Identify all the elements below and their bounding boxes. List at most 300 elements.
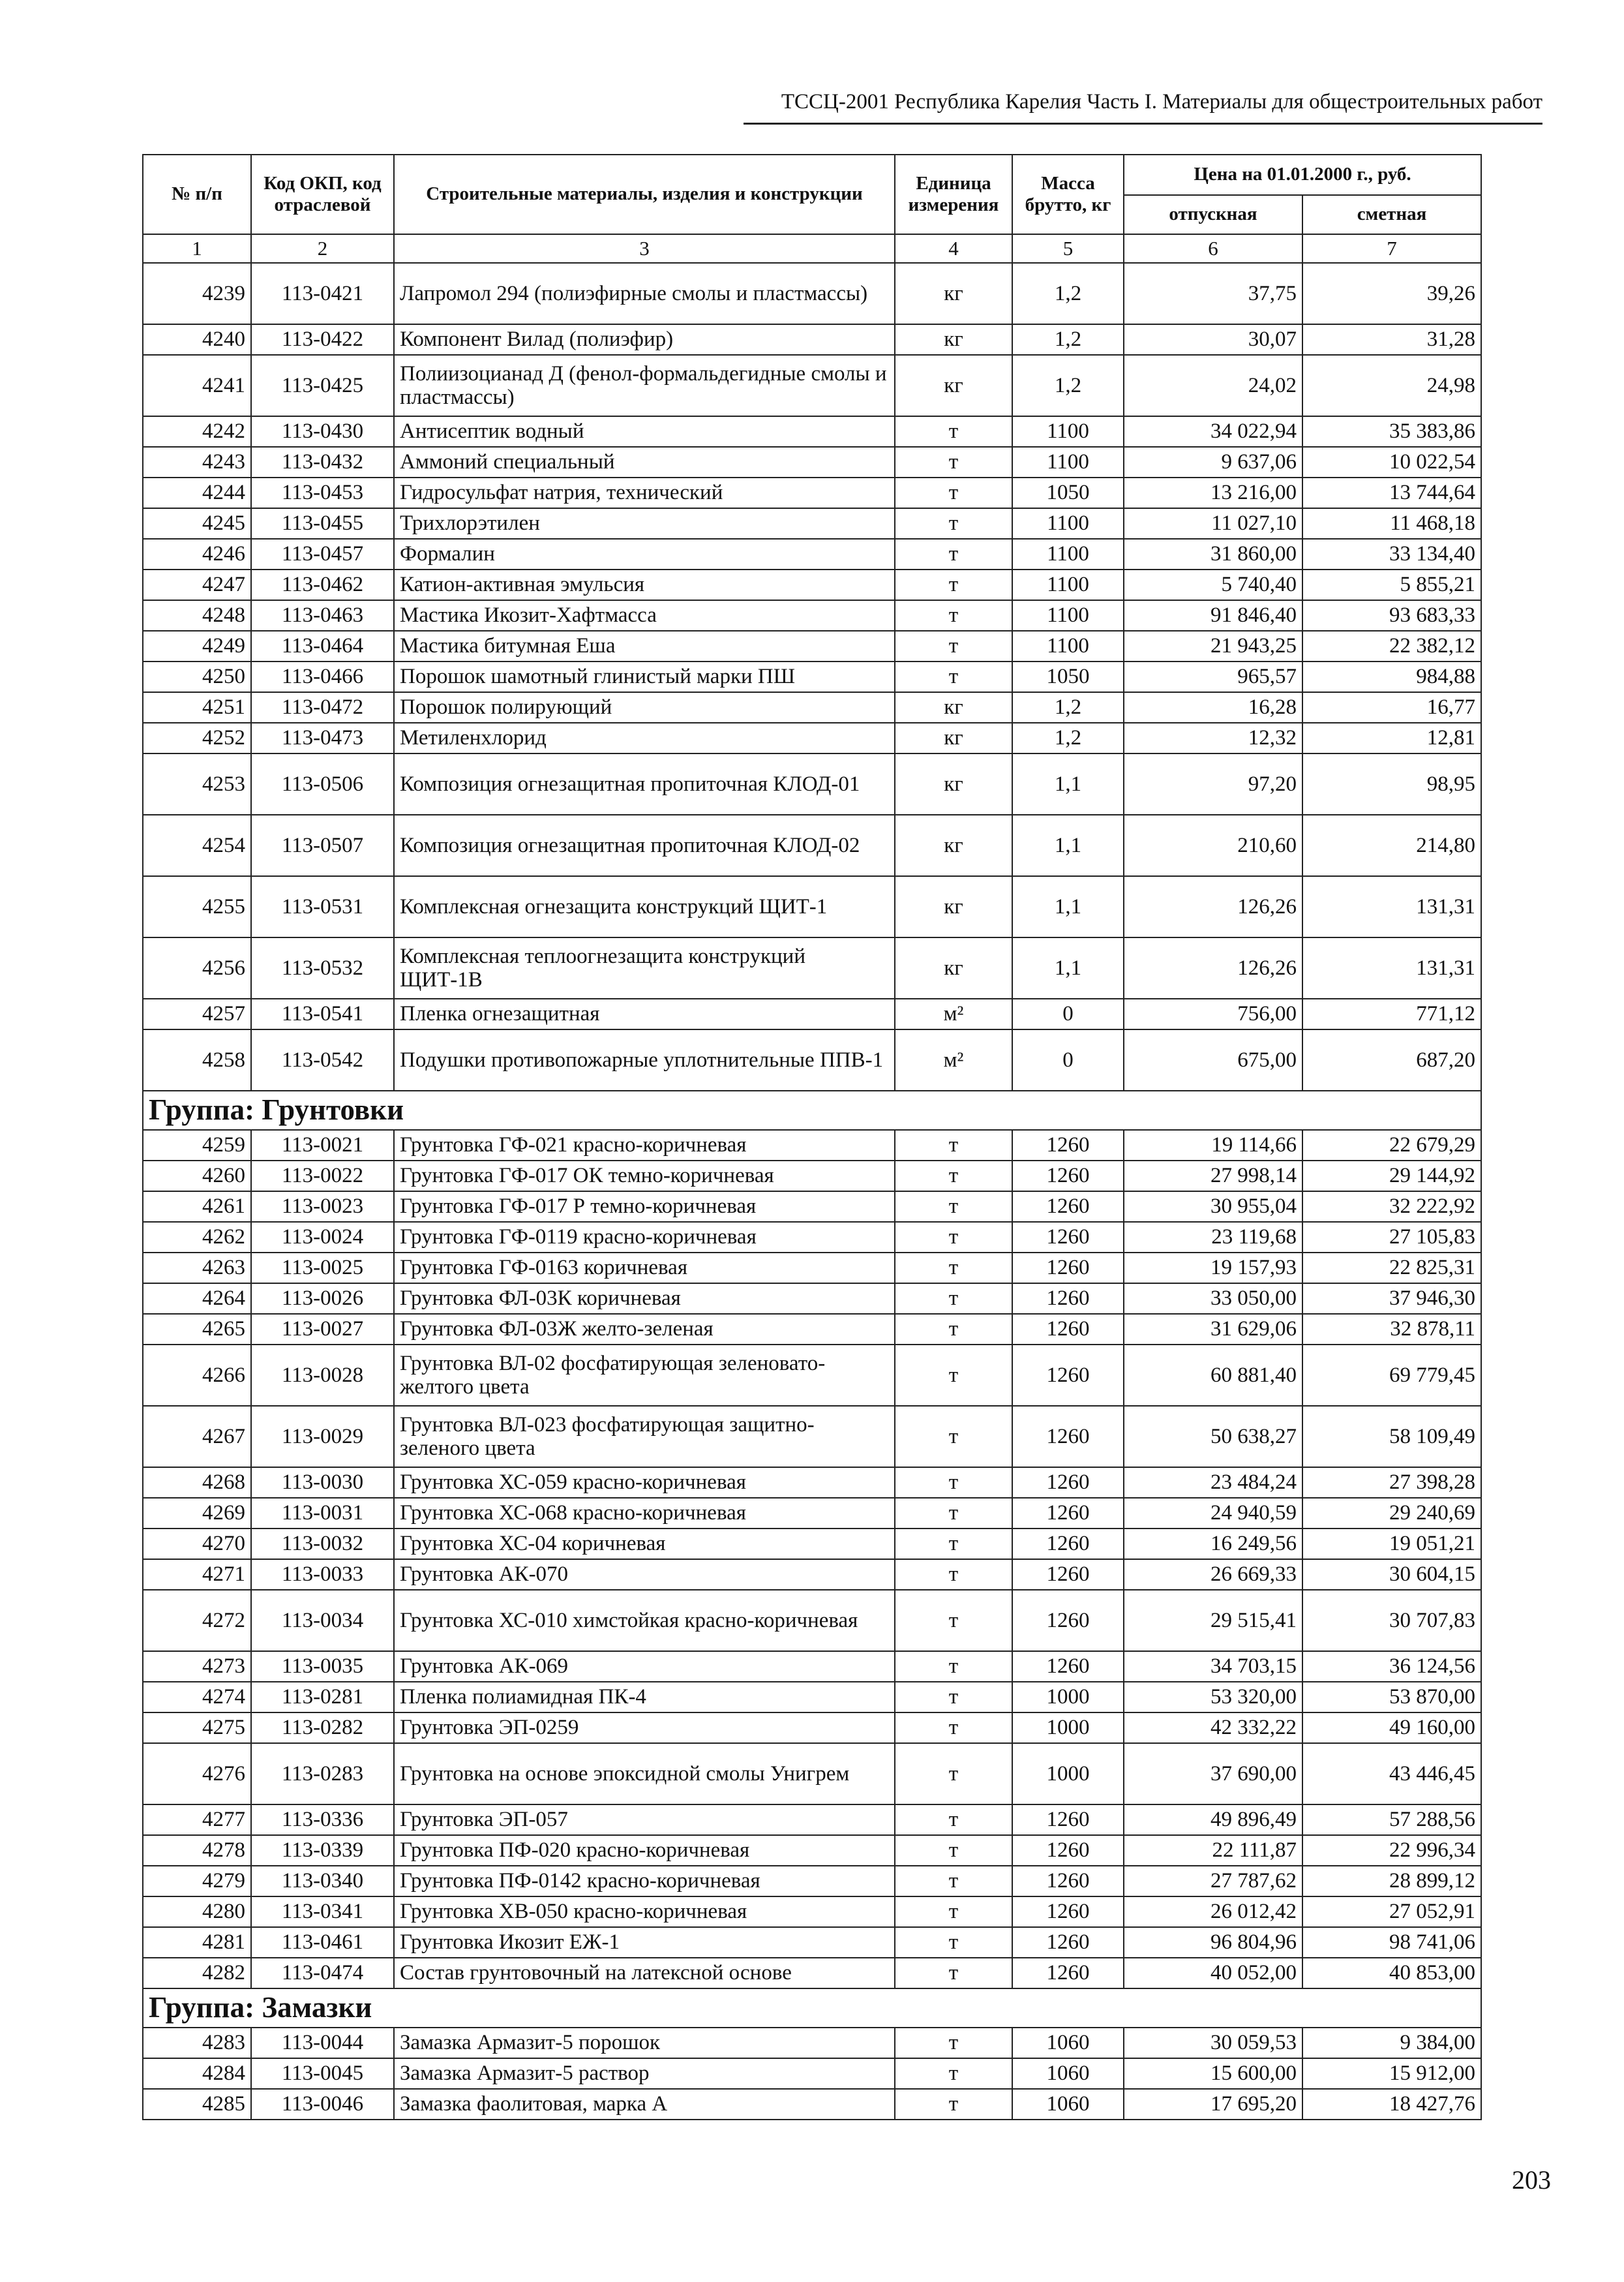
row-price-release: 26 012,42 <box>1124 1896 1302 1927</box>
row-material-name: Грунтовка АК-070 <box>394 1559 895 1590</box>
table-row <box>143 1682 1481 1712</box>
row-number: 4245 <box>143 508 251 539</box>
row-unit: т <box>895 1590 1012 1651</box>
table-row <box>143 1161 1481 1191</box>
table-row <box>143 1283 1481 1314</box>
table-row <box>143 263 1481 324</box>
row-material-name: Грунтовка Икозит ЕЖ-1 <box>394 1927 895 1958</box>
row-unit: кг <box>895 753 1012 815</box>
row-price-estimate: 771,12 <box>1302 999 1481 1029</box>
row-price-estimate: 27 398,28 <box>1302 1467 1481 1498</box>
row-number: 4285 <box>143 2089 251 2120</box>
table-row <box>143 1406 1481 1467</box>
row-price-release: 210,60 <box>1124 815 1302 876</box>
row-price-estimate: 57 288,56 <box>1302 1804 1481 1835</box>
row-price-release: 756,00 <box>1124 999 1302 1029</box>
row-number: 4264 <box>143 1283 251 1314</box>
row-price-release: 9 637,06 <box>1124 447 1302 478</box>
row-number: 4261 <box>143 1191 251 1222</box>
row-price-estimate: 27 052,91 <box>1302 1896 1481 1927</box>
row-number: 4249 <box>143 631 251 662</box>
row-number: 4282 <box>143 1958 251 1988</box>
row-code: 113-0282 <box>251 1712 394 1743</box>
row-unit: кг <box>895 263 1012 324</box>
row-material-name: Грунтовка ЭП-0259 <box>394 1712 895 1743</box>
row-number: 4275 <box>143 1712 251 1743</box>
row-code: 113-0506 <box>251 753 394 815</box>
row-unit: т <box>895 1130 1012 1161</box>
row-number: 4260 <box>143 1161 251 1191</box>
row-price-estimate: 131,31 <box>1302 937 1481 999</box>
row-code: 113-0028 <box>251 1345 394 1406</box>
row-code: 113-0472 <box>251 692 394 723</box>
row-number: 4263 <box>143 1253 251 1283</box>
row-price-release: 37 690,00 <box>1124 1743 1302 1804</box>
table-row <box>143 1467 1481 1498</box>
table-row <box>143 1130 1481 1161</box>
row-material-name: Грунтовка ФЛ-03К коричневая <box>394 1283 895 1314</box>
row-number: 4283 <box>143 2028 251 2058</box>
row-unit: т <box>895 478 1012 508</box>
row-material-name: Грунтовка ВЛ-023 фосфатирующая защитно-зеленого цвета <box>394 1406 895 1467</box>
row-unit: кг <box>895 324 1012 355</box>
row-unit: кг <box>895 937 1012 999</box>
row-material-name: Грунтовка на основе эпоксидной смолы Унигрем <box>394 1743 895 1804</box>
row-material-name: Подушки противопожарные уплотнительные ППВ-1 <box>394 1029 895 1091</box>
table-row <box>143 723 1481 753</box>
row-price-release: 11 027,10 <box>1124 508 1302 539</box>
row-price-release: 29 515,41 <box>1124 1590 1302 1651</box>
row-mass: 1100 <box>1012 539 1124 570</box>
row-material-name: Гидросульфат натрия, технический <box>394 478 895 508</box>
row-price-estimate: 12,81 <box>1302 723 1481 753</box>
row-price-release: 37,75 <box>1124 263 1302 324</box>
row-mass: 1260 <box>1012 1191 1124 1222</box>
row-number: 4262 <box>143 1222 251 1253</box>
row-unit: т <box>895 1498 1012 1529</box>
row-mass: 1260 <box>1012 1467 1124 1498</box>
row-code: 113-0032 <box>251 1529 394 1559</box>
row-number: 4253 <box>143 753 251 815</box>
row-price-release: 31 629,06 <box>1124 1314 1302 1345</box>
row-code: 113-0464 <box>251 631 394 662</box>
column-number: 7 <box>1302 234 1481 263</box>
row-number: 4265 <box>143 1314 251 1345</box>
row-material-name: Грунтовка ПФ-020 красно-коричневая <box>394 1835 895 1866</box>
table-row <box>143 692 1481 723</box>
table-row <box>143 1835 1481 1866</box>
row-unit: т <box>895 1559 1012 1590</box>
row-code: 113-0341 <box>251 1896 394 1927</box>
row-mass: 1260 <box>1012 1927 1124 1958</box>
row-code: 113-0033 <box>251 1559 394 1590</box>
row-price-release: 34 703,15 <box>1124 1651 1302 1682</box>
row-number: 4254 <box>143 815 251 876</box>
table-row <box>143 355 1481 416</box>
row-price-estimate: 22 382,12 <box>1302 631 1481 662</box>
row-unit: кг <box>895 876 1012 937</box>
row-number: 4279 <box>143 1866 251 1896</box>
row-price-estimate: 32 222,92 <box>1302 1191 1481 1222</box>
row-number: 4250 <box>143 662 251 692</box>
row-mass: 1260 <box>1012 1130 1124 1161</box>
row-price-estimate: 40 853,00 <box>1302 1958 1481 1988</box>
row-code: 113-0541 <box>251 999 394 1029</box>
row-code: 113-0283 <box>251 1743 394 1804</box>
row-mass: 1260 <box>1012 1529 1124 1559</box>
row-mass: 1,2 <box>1012 355 1124 416</box>
row-price-release: 27 787,62 <box>1124 1866 1302 1896</box>
column-number: 3 <box>394 234 895 263</box>
row-price-release: 5 740,40 <box>1124 570 1302 600</box>
row-number: 4244 <box>143 478 251 508</box>
row-mass: 1260 <box>1012 1651 1124 1682</box>
header-code: Код ОКП, код отраслевой <box>251 155 394 234</box>
row-price-release: 96 804,96 <box>1124 1927 1302 1958</box>
row-code: 113-0532 <box>251 937 394 999</box>
row-unit: т <box>895 1283 1012 1314</box>
row-price-release: 91 846,40 <box>1124 600 1302 631</box>
column-number: 4 <box>895 234 1012 263</box>
table-row <box>143 1743 1481 1804</box>
table-row <box>143 1651 1481 1682</box>
row-price-estimate: 53 870,00 <box>1302 1682 1481 1712</box>
row-number: 4272 <box>143 1590 251 1651</box>
row-code: 113-0463 <box>251 600 394 631</box>
row-material-name: Замазка Армазит-5 раствор <box>394 2058 895 2089</box>
row-unit: т <box>895 662 1012 692</box>
row-code: 113-0473 <box>251 723 394 753</box>
row-price-release: 40 052,00 <box>1124 1958 1302 1988</box>
row-price-estimate: 24,98 <box>1302 355 1481 416</box>
row-price-release: 30,07 <box>1124 324 1302 355</box>
row-material-name: Порошок полирующий <box>394 692 895 723</box>
table-row <box>143 1314 1481 1345</box>
column-number: 2 <box>251 234 394 263</box>
table-row <box>143 539 1481 570</box>
row-number: 4284 <box>143 2058 251 2089</box>
row-mass: 1,2 <box>1012 263 1124 324</box>
table-row <box>143 478 1481 508</box>
row-unit: т <box>895 1161 1012 1191</box>
row-price-release: 30 059,53 <box>1124 2028 1302 2058</box>
table-row <box>143 447 1481 478</box>
header-price-release: отпускная <box>1124 195 1302 234</box>
row-mass: 1100 <box>1012 570 1124 600</box>
row-unit: т <box>895 1804 1012 1835</box>
row-price-release: 965,57 <box>1124 662 1302 692</box>
row-mass: 1000 <box>1012 1743 1124 1804</box>
row-code: 113-0339 <box>251 1835 394 1866</box>
table-row <box>143 1712 1481 1743</box>
row-number: 4280 <box>143 1896 251 1927</box>
row-code: 113-0046 <box>251 2089 394 2120</box>
row-mass: 0 <box>1012 1029 1124 1091</box>
row-price-release: 26 669,33 <box>1124 1559 1302 1590</box>
row-code: 113-0466 <box>251 662 394 692</box>
table-row <box>143 1927 1481 1958</box>
materials-price-table <box>142 154 1482 2120</box>
row-unit: т <box>895 1927 1012 1958</box>
row-unit: т <box>895 1896 1012 1927</box>
row-price-estimate: 30 707,83 <box>1302 1590 1481 1651</box>
row-unit: т <box>895 1958 1012 1988</box>
row-number: 4240 <box>143 324 251 355</box>
row-code: 113-0422 <box>251 324 394 355</box>
table-row <box>143 1804 1481 1835</box>
row-material-name: Катион-активная эмульсия <box>394 570 895 600</box>
group-heading: Группа: Замазки <box>143 1988 1481 2028</box>
row-unit: т <box>895 1345 1012 1406</box>
row-material-name: Грунтовка АК-069 <box>394 1651 895 1682</box>
row-price-release: 126,26 <box>1124 876 1302 937</box>
table-row <box>143 1559 1481 1590</box>
row-price-release: 12,32 <box>1124 723 1302 753</box>
row-mass: 1000 <box>1012 1712 1124 1743</box>
row-code: 113-0021 <box>251 1130 394 1161</box>
row-unit: т <box>895 600 1012 631</box>
row-price-release: 22 111,87 <box>1124 1835 1302 1866</box>
row-price-release: 97,20 <box>1124 753 1302 815</box>
page-number: 203 <box>1512 2165 1551 2195</box>
column-number: 6 <box>1124 234 1302 263</box>
column-number: 1 <box>143 234 251 263</box>
row-number: 4276 <box>143 1743 251 1804</box>
row-material-name: Грунтовка ФЛ-03Ж желто-зеленая <box>394 1314 895 1345</box>
row-code: 113-0023 <box>251 1191 394 1222</box>
row-price-release: 675,00 <box>1124 1029 1302 1091</box>
header-rule <box>744 123 1542 125</box>
row-material-name: Полиизоцианад Д (фенол-формальдегидные смолы и пластмассы) <box>394 355 895 416</box>
row-price-release: 49 896,49 <box>1124 1804 1302 1835</box>
table-row <box>143 753 1481 815</box>
row-unit: т <box>895 1682 1012 1712</box>
row-mass: 1260 <box>1012 1253 1124 1283</box>
row-mass: 1260 <box>1012 1835 1124 1866</box>
row-number: 4252 <box>143 723 251 753</box>
row-mass: 1260 <box>1012 1958 1124 1988</box>
row-price-release: 42 332,22 <box>1124 1712 1302 1743</box>
row-code: 113-0425 <box>251 355 394 416</box>
row-code: 113-0034 <box>251 1590 394 1651</box>
row-code: 113-0031 <box>251 1498 394 1529</box>
row-material-name: Грунтовка ХС-010 химстойкая красно-коричневая <box>394 1590 895 1651</box>
row-mass: 1260 <box>1012 1345 1124 1406</box>
table-row <box>143 999 1481 1029</box>
row-unit: т <box>895 508 1012 539</box>
table-row <box>143 600 1481 631</box>
row-price-estimate: 10 022,54 <box>1302 447 1481 478</box>
row-code: 113-0453 <box>251 478 394 508</box>
row-price-release: 24,02 <box>1124 355 1302 416</box>
row-unit: т <box>895 1191 1012 1222</box>
row-price-estimate: 32 878,11 <box>1302 1314 1481 1345</box>
row-mass: 1060 <box>1012 2089 1124 2120</box>
row-mass: 1,1 <box>1012 815 1124 876</box>
table-row <box>143 416 1481 447</box>
row-code: 113-0027 <box>251 1314 394 1345</box>
row-price-estimate: 30 604,15 <box>1302 1559 1481 1590</box>
row-material-name: Грунтовка ГФ-017 Р темно-коричневая <box>394 1191 895 1222</box>
row-material-name: Грунтовка ХС-059 красно-коричневая <box>394 1467 895 1498</box>
row-code: 113-0030 <box>251 1467 394 1498</box>
table-row <box>143 1222 1481 1253</box>
row-number: 4246 <box>143 539 251 570</box>
header-price-group: Цена на 01.01.2000 г., руб. <box>1124 155 1481 195</box>
row-price-release: 19 157,93 <box>1124 1253 1302 1283</box>
row-material-name: Композиция огнезащитная пропиточная КЛОД-01 <box>394 753 895 815</box>
row-unit: т <box>895 1712 1012 1743</box>
row-mass: 1100 <box>1012 447 1124 478</box>
table-row <box>143 631 1481 662</box>
table-row <box>143 1345 1481 1406</box>
row-code: 113-0044 <box>251 2028 394 2058</box>
row-price-release: 50 638,27 <box>1124 1406 1302 1467</box>
row-number: 4257 <box>143 999 251 1029</box>
row-unit: т <box>895 1406 1012 1467</box>
row-unit: м² <box>895 999 1012 1029</box>
row-number: 4255 <box>143 876 251 937</box>
header-num: № п/п <box>143 155 251 234</box>
row-number: 4270 <box>143 1529 251 1559</box>
row-price-estimate: 19 051,21 <box>1302 1529 1481 1559</box>
table-row <box>143 662 1481 692</box>
group-heading-row <box>143 1091 1481 1130</box>
row-unit: кг <box>895 723 1012 753</box>
row-code: 113-0336 <box>251 1804 394 1835</box>
row-price-estimate: 22 996,34 <box>1302 1835 1481 1866</box>
row-unit: т <box>895 2028 1012 2058</box>
row-code: 113-0474 <box>251 1958 394 1988</box>
row-number: 4248 <box>143 600 251 631</box>
row-material-name: Пленка огнезащитная <box>394 999 895 1029</box>
column-number-row <box>143 234 1481 263</box>
column-number: 5 <box>1012 234 1124 263</box>
row-price-estimate: 11 468,18 <box>1302 508 1481 539</box>
row-number: 4271 <box>143 1559 251 1590</box>
row-number: 4268 <box>143 1467 251 1498</box>
row-price-estimate: 98,95 <box>1302 753 1481 815</box>
row-material-name: Комплексная теплоогнезащита конструкций ЩИТ-1В <box>394 937 895 999</box>
row-material-name: Компонент Вилад (полиэфир) <box>394 324 895 355</box>
row-price-estimate: 29 144,92 <box>1302 1161 1481 1191</box>
row-mass: 1100 <box>1012 416 1124 447</box>
table-row <box>143 937 1481 999</box>
row-number: 4239 <box>143 263 251 324</box>
row-mass: 1260 <box>1012 1406 1124 1467</box>
table-row <box>143 1529 1481 1559</box>
row-material-name: Грунтовка ГФ-017 ОК темно-коричневая <box>394 1161 895 1191</box>
table-row <box>143 1866 1481 1896</box>
row-material-name: Трихлорэтилен <box>394 508 895 539</box>
row-price-estimate: 31,28 <box>1302 324 1481 355</box>
row-unit: кг <box>895 355 1012 416</box>
row-price-release: 13 216,00 <box>1124 478 1302 508</box>
row-price-release: 21 943,25 <box>1124 631 1302 662</box>
row-mass: 1260 <box>1012 1222 1124 1253</box>
group-heading-row <box>143 1988 1481 2028</box>
row-code: 113-0024 <box>251 1222 394 1253</box>
table-row <box>143 2058 1481 2089</box>
row-mass: 1,2 <box>1012 324 1124 355</box>
row-price-release: 34 022,94 <box>1124 416 1302 447</box>
row-unit: т <box>895 1835 1012 1866</box>
row-price-estimate: 27 105,83 <box>1302 1222 1481 1253</box>
row-mass: 1260 <box>1012 1283 1124 1314</box>
table-body <box>143 263 1481 2120</box>
row-mass: 1260 <box>1012 1559 1124 1590</box>
row-unit: т <box>895 1314 1012 1345</box>
row-material-name: Грунтовка ХВ-050 красно-коричневая <box>394 1896 895 1927</box>
table-row <box>143 1498 1481 1529</box>
table-row <box>143 876 1481 937</box>
row-code: 113-0025 <box>251 1253 394 1283</box>
row-material-name: Грунтовка ХС-068 красно-коричневая <box>394 1498 895 1529</box>
row-code: 113-0430 <box>251 416 394 447</box>
row-number: 4243 <box>143 447 251 478</box>
row-mass: 1260 <box>1012 1161 1124 1191</box>
table-row <box>143 2089 1481 2120</box>
row-unit: м² <box>895 1029 1012 1091</box>
row-material-name: Порошок шамотный глинистый марки ПШ <box>394 662 895 692</box>
row-material-name: Мастика Икозит-Хафтмасса <box>394 600 895 631</box>
table-row <box>143 2028 1481 2058</box>
table-row <box>143 1896 1481 1927</box>
row-mass: 0 <box>1012 999 1124 1029</box>
row-price-estimate: 33 134,40 <box>1302 539 1481 570</box>
row-price-estimate: 58 109,49 <box>1302 1406 1481 1467</box>
row-material-name: Метиленхлорид <box>394 723 895 753</box>
row-unit: кг <box>895 815 1012 876</box>
row-material-name: Грунтовка ГФ-0163 коричневая <box>394 1253 895 1283</box>
row-price-estimate: 98 741,06 <box>1302 1927 1481 1958</box>
row-material-name: Пленка полиамидная ПК-4 <box>394 1682 895 1712</box>
row-mass: 1100 <box>1012 508 1124 539</box>
row-price-estimate: 29 240,69 <box>1302 1498 1481 1529</box>
row-unit: т <box>895 631 1012 662</box>
row-unit: т <box>895 447 1012 478</box>
row-unit: т <box>895 1529 1012 1559</box>
row-price-release: 15 600,00 <box>1124 2058 1302 2089</box>
row-code: 113-0457 <box>251 539 394 570</box>
row-unit: т <box>895 1222 1012 1253</box>
row-unit: т <box>895 1866 1012 1896</box>
row-code: 113-0432 <box>251 447 394 478</box>
row-price-estimate: 22 679,29 <box>1302 1130 1481 1161</box>
row-material-name: Состав грунтовочный на латексной основе <box>394 1958 895 1988</box>
row-number: 4278 <box>143 1835 251 1866</box>
row-material-name: Грунтовка ГФ-021 красно-коричневая <box>394 1130 895 1161</box>
row-price-estimate: 214,80 <box>1302 815 1481 876</box>
running-header: ТССЦ-2001 Республика Карелия Часть I. Материалы для общестроительных работ <box>781 90 1542 114</box>
row-number: 4267 <box>143 1406 251 1467</box>
row-material-name: Замазка фаолитовая, марка А <box>394 2089 895 2120</box>
row-code: 113-0026 <box>251 1283 394 1314</box>
table-row <box>143 1590 1481 1651</box>
row-number: 4247 <box>143 570 251 600</box>
row-code: 113-0421 <box>251 263 394 324</box>
row-unit: т <box>895 1743 1012 1804</box>
row-mass: 1260 <box>1012 1314 1124 1345</box>
table-row <box>143 324 1481 355</box>
row-material-name: Грунтовка ГФ-0119 красно-коричневая <box>394 1222 895 1253</box>
row-code: 113-0531 <box>251 876 394 937</box>
row-material-name: Лапромол 294 (полиэфирные смолы и пластмассы) <box>394 263 895 324</box>
row-material-name: Грунтовка ХС-04 коричневая <box>394 1529 895 1559</box>
row-code: 113-0045 <box>251 2058 394 2089</box>
row-mass: 1260 <box>1012 1804 1124 1835</box>
row-number: 4259 <box>143 1130 251 1161</box>
